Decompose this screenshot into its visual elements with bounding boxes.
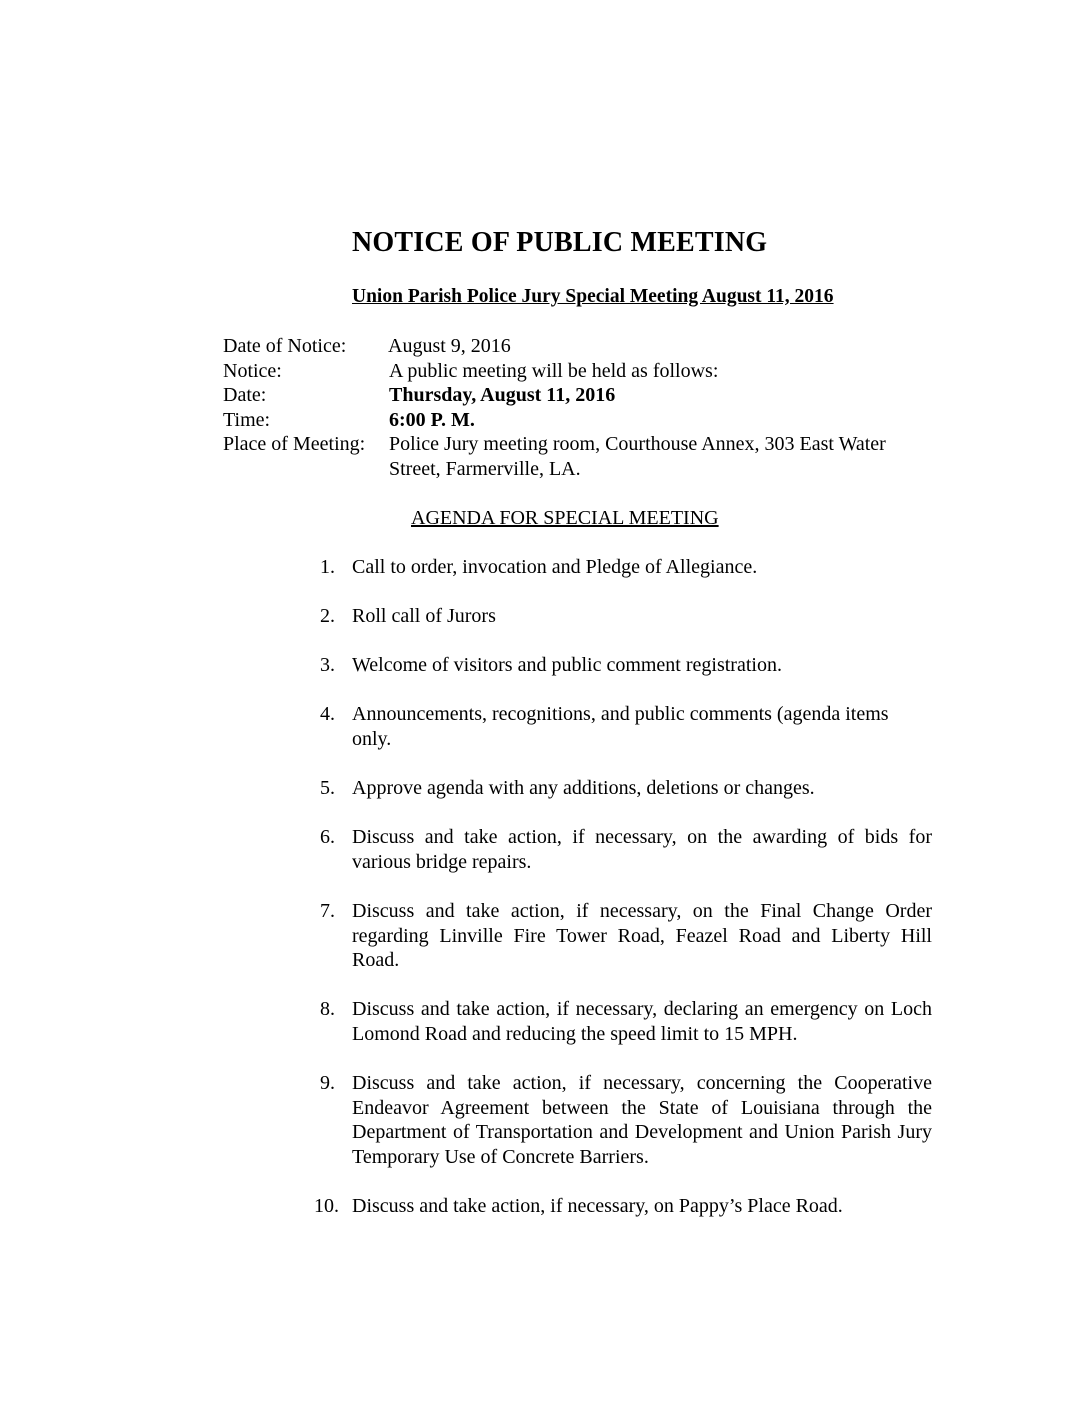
notice-title: NOTICE OF PUBLIC MEETING bbox=[352, 227, 768, 258]
meeting-subtitle: Union Parish Police Jury Special Meeting August 11, 2016 bbox=[352, 286, 834, 307]
agenda-item-number: 10. bbox=[314, 1195, 339, 1217]
agenda-item-number: 5. bbox=[320, 777, 335, 799]
agenda-item-text: Discuss and take action, if necessary, on the awarding of bids for various bridge repairs. bbox=[352, 826, 932, 873]
agenda-item-number: 1. bbox=[320, 556, 335, 578]
agenda-item-text: Announcements, recognitions, and public comments (agenda items only. bbox=[352, 703, 889, 750]
date-of-notice-value: August 9, 2016 bbox=[388, 335, 511, 357]
agenda-item-text: Discuss and take action, if necessary, on the Final Change Order regarding Linville Fire Tower Road, Feazel Road and Liberty Hill Road. bbox=[352, 900, 932, 971]
agenda-item bbox=[320, 899, 932, 973]
agenda-item bbox=[320, 653, 932, 678]
place-value: Police Jury meeting room, Courthouse Annex, 303 East Water Street, Farmerville, LA. bbox=[389, 433, 886, 480]
notice-value: A public meeting will be held as follows: bbox=[389, 359, 719, 382]
agenda-item-text: Call to order, invocation and Pledge of Allegiance. bbox=[352, 556, 758, 578]
agenda-item bbox=[320, 702, 932, 751]
agenda-item bbox=[320, 825, 932, 874]
agenda-item-text: Discuss and take action, if necessary, concerning the Cooperative Endeavor Agreement between the State of Louisiana through the Department of Transportation and Development and Union Parish Jury Temporary Use of Concrete Barriers. bbox=[352, 1072, 932, 1168]
agenda-item-text: Welcome of visitors and public comment registration. bbox=[352, 654, 782, 676]
agenda-item bbox=[314, 1194, 926, 1219]
agenda-item bbox=[320, 997, 932, 1046]
date-value: Thursday, August 11, 2016 bbox=[389, 384, 616, 406]
agenda-item-number: 2. bbox=[320, 605, 335, 627]
place-label: Place of Meeting: bbox=[223, 433, 366, 455]
agenda-item-number: 9. bbox=[320, 1072, 335, 1094]
date-of-notice-label: Date of Notice: bbox=[223, 335, 347, 357]
agenda-item-number: 7. bbox=[320, 900, 335, 922]
time-label: Time: bbox=[223, 408, 271, 431]
agenda-item bbox=[320, 604, 932, 629]
agenda-item-text: Discuss and take action, if necessary, declaring an emergency on Loch Lomond Road and reducing the speed limit to 15 MPH. bbox=[352, 998, 932, 1045]
agenda-heading: AGENDA FOR SPECIAL MEETING bbox=[411, 507, 719, 529]
agenda-item-text: Discuss and take action, if necessary, on Pappy’s Place Road. bbox=[352, 1195, 843, 1217]
agenda-item bbox=[320, 555, 932, 580]
agenda-item-number: 4. bbox=[320, 703, 335, 725]
date-label: Date: bbox=[223, 384, 267, 406]
agenda-item-text: Roll call of Jurors bbox=[352, 605, 496, 627]
agenda-item-text: Approve agenda with any additions, deletions or changes. bbox=[352, 777, 815, 799]
notice-label: Notice: bbox=[223, 359, 282, 382]
agenda-item-number: 6. bbox=[320, 826, 335, 848]
agenda-item-number: 3. bbox=[320, 654, 335, 676]
time-value: 6:00 P. M. bbox=[389, 408, 475, 431]
agenda-item bbox=[320, 1071, 932, 1169]
agenda-item-number: 8. bbox=[320, 998, 335, 1020]
agenda-item bbox=[320, 776, 932, 801]
